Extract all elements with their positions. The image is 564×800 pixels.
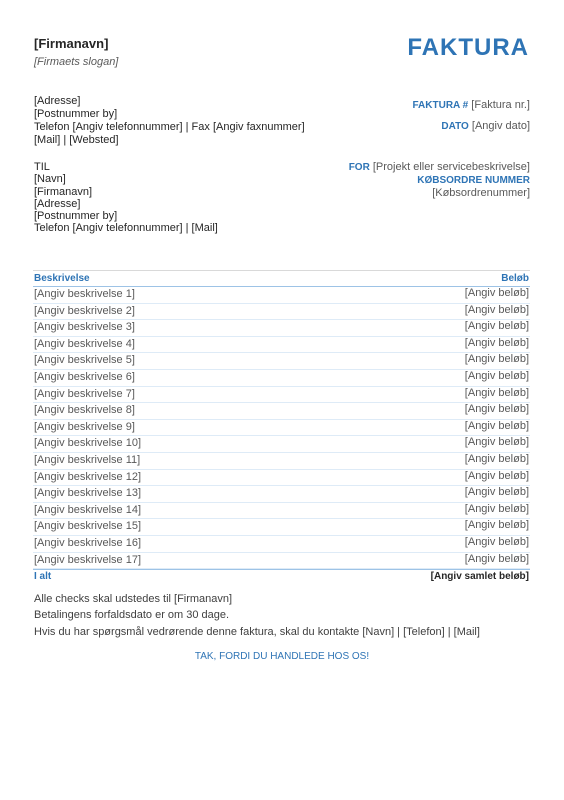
row-amount: [Angiv beløb] xyxy=(464,320,529,333)
row-amount: [Angiv beløb] xyxy=(464,353,529,366)
row-description: [Angiv beskrivelse 14] xyxy=(34,503,141,516)
row-amount: [Angiv beløb] xyxy=(464,403,529,416)
row-description: [Angiv beskrivelse 2] xyxy=(34,304,135,317)
column-header-description: Beskrivelse xyxy=(34,273,90,284)
invoice-number xyxy=(412,95,530,116)
row-amount: [Angiv beløb] xyxy=(464,469,529,482)
project-for-label: FOR xyxy=(348,162,370,173)
row-description: [Angiv beskrivelse 16] xyxy=(34,536,141,549)
total-label: I alt xyxy=(34,571,52,583)
row-amount: [Angiv beløb] xyxy=(464,336,529,349)
invoice-number-label: FAKTURA # xyxy=(412,100,469,111)
project-meta xyxy=(349,161,530,200)
line-items-table xyxy=(33,270,530,585)
table-row xyxy=(33,387,530,404)
sender-line: [Postnummer by] xyxy=(34,108,118,120)
row-amount: [Angiv beløb] xyxy=(464,535,529,548)
row-description: [Angiv beskrivelse 15] xyxy=(34,520,141,533)
invoice-meta xyxy=(412,95,530,137)
recipient-line: [Adresse] xyxy=(34,197,81,210)
invoice-title: FAKTURA xyxy=(407,34,529,61)
table-body xyxy=(33,287,530,569)
total-row xyxy=(33,569,530,585)
table-row xyxy=(33,337,530,354)
table-row xyxy=(33,304,530,321)
table-row xyxy=(33,553,530,570)
table-row xyxy=(33,287,530,304)
row-amount: [Angiv beløb] xyxy=(464,552,529,565)
column-header-amount: Beløb xyxy=(501,273,529,284)
table-row xyxy=(33,519,530,536)
row-description: [Angiv beskrivelse 4] xyxy=(34,337,135,350)
invoice-number-value: [Faktura nr.] xyxy=(471,99,530,111)
po-number-value: [Købsordrenummer] xyxy=(432,187,530,199)
row-description: [Angiv beskrivelse 7] xyxy=(34,387,135,400)
table-row xyxy=(33,353,530,370)
row-amount: [Angiv beløb] xyxy=(464,419,529,432)
recipient-line: [Firmanavn] xyxy=(34,185,93,198)
table-row xyxy=(33,320,530,337)
row-description: [Angiv beskrivelse 1] xyxy=(34,288,135,300)
row-description: [Angiv beskrivelse 9] xyxy=(34,420,135,433)
table-row xyxy=(33,420,530,437)
table-row xyxy=(33,403,530,420)
table-row xyxy=(33,470,530,487)
payment-notes xyxy=(34,591,480,640)
row-amount: [Angiv beløb] xyxy=(464,486,529,499)
note-line: Hvis du har spørgsmål vedrørende denne faktura, skal du kontakte [Navn] | [Telefon] | [Mail] xyxy=(34,625,480,638)
row-amount: [Angiv beløb] xyxy=(464,369,529,382)
table-row xyxy=(33,436,530,453)
row-description: [Angiv beskrivelse 11] xyxy=(34,453,141,466)
invoice-date xyxy=(412,116,530,137)
table-row xyxy=(33,503,530,520)
sender-line: [Adresse] xyxy=(34,95,81,107)
table-row xyxy=(33,536,530,553)
row-amount: [Angiv beløb] xyxy=(464,502,529,515)
row-description: [Angiv beskrivelse 10] xyxy=(34,437,141,450)
row-amount: [Angiv beløb] xyxy=(464,519,529,532)
row-description: [Angiv beskrivelse 13] xyxy=(34,487,141,500)
project-for-value: [Projekt eller servicebeskrivelse] xyxy=(372,161,530,173)
invoice-date-value: [Angiv dato] xyxy=(471,120,530,132)
row-amount: [Angiv beløb] xyxy=(464,386,529,399)
table-header xyxy=(33,270,530,287)
table-row xyxy=(33,370,530,387)
project-for xyxy=(349,161,530,174)
recipient-address xyxy=(34,161,218,235)
row-description: [Angiv beskrivelse 12] xyxy=(34,470,141,483)
row-description: [Angiv beskrivelse 6] xyxy=(34,370,135,383)
row-description: [Angiv beskrivelse 5] xyxy=(34,354,135,367)
sender-address xyxy=(34,95,305,147)
sender-line: [Mail] | [Websted] xyxy=(34,134,119,146)
row-amount: [Angiv beløb] xyxy=(464,436,529,449)
row-amount: [Angiv beløb] xyxy=(464,303,529,316)
row-description: [Angiv beskrivelse 8] xyxy=(34,404,135,417)
note-line: Alle checks skal udstedes til [Firmanavn] xyxy=(34,593,233,605)
thank-you-message: TAK, FORDI DU HANDLEDE HOS OS! xyxy=(194,651,370,662)
invoice-date-label: DATO xyxy=(441,121,469,132)
note-line: Betalingens forfaldsdato er om 30 dage. xyxy=(34,609,230,622)
table-row xyxy=(33,486,530,503)
sender-line: Telefon [Angiv telefonnummer] | Fax [Angiv faxnummer] xyxy=(34,121,305,133)
recipient-line: Telefon [Angiv telefonnummer] | [Mail] xyxy=(34,222,218,235)
row-description: [Angiv beskrivelse 17] xyxy=(34,553,141,566)
row-amount: [Angiv beløb] xyxy=(464,452,529,465)
po-number-label: KØBSORDRE NUMMER xyxy=(417,175,530,186)
recipient-line: [Navn] xyxy=(34,173,66,186)
company-slogan: [Firmaets slogan] xyxy=(34,56,119,68)
table-row xyxy=(33,453,530,470)
total-value: [Angiv samlet beløb] xyxy=(430,571,529,583)
recipient-line: TIL xyxy=(34,161,50,173)
recipient-line: [Postnummer by] xyxy=(34,210,118,223)
row-amount: [Angiv beløb] xyxy=(464,287,529,299)
company-name: [Firmanavn] xyxy=(34,36,109,51)
row-description: [Angiv beskrivelse 3] xyxy=(34,321,135,334)
